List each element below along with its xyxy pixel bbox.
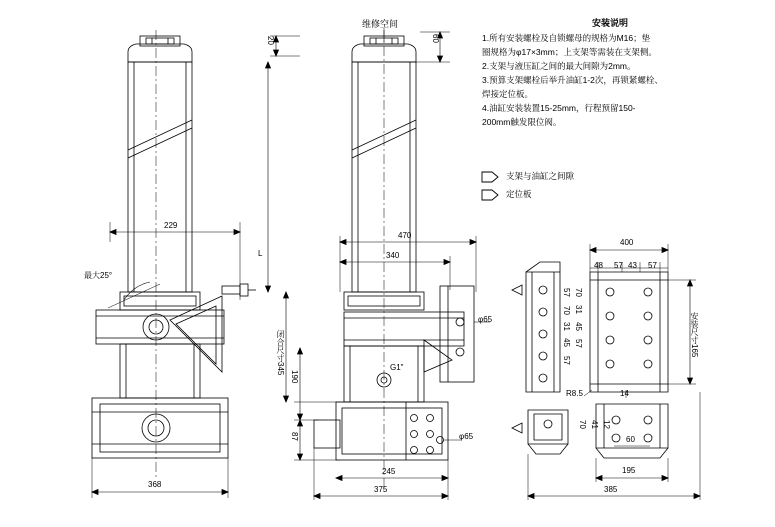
notes-title: 安装说明 bbox=[592, 18, 629, 28]
dim-right-400: 400 bbox=[620, 238, 634, 247]
dim-right-45b: 45 bbox=[562, 338, 571, 347]
dim-left-368: 368 bbox=[148, 480, 162, 489]
note-line-1: 1.所有安装螺栓及自锁螺母的规格为M16；垫 bbox=[482, 33, 651, 43]
dim-center-L: L bbox=[258, 249, 263, 258]
dim-left-max-angle: 最大25° bbox=[84, 271, 113, 280]
dim-right-57d: 57 bbox=[562, 288, 571, 297]
dim-right-48: 48 bbox=[594, 261, 603, 270]
dim-right-60: 60 bbox=[626, 435, 635, 444]
note-line-7: 200mm触发限位阀。 bbox=[482, 117, 562, 127]
dim-center-20: 20 bbox=[266, 36, 275, 45]
dim-right-57a: 57 bbox=[614, 261, 623, 270]
note-line-2: 圈规格为φ17×3mm；上支架等需装在支架侧。 bbox=[482, 47, 657, 57]
label-maintenance-space: 维修空间 bbox=[362, 19, 399, 29]
legend-arrow-icons bbox=[482, 172, 498, 200]
dim-right-385: 385 bbox=[604, 485, 618, 494]
dim-right-43: 43 bbox=[628, 261, 637, 270]
dim-center-phi65-lower: φ65 bbox=[459, 432, 474, 441]
dim-right-70: 70 bbox=[574, 288, 583, 297]
legend-item-plate: 定位板 bbox=[506, 189, 532, 199]
dim-right-70b: 70 bbox=[562, 306, 571, 315]
dim-right-31b: 31 bbox=[562, 322, 571, 331]
dim-center-phi65-upper: φ65 bbox=[478, 315, 493, 324]
note-line-5: 焊接定位板。 bbox=[482, 89, 534, 99]
legend-item-gap: 支架与油缸之间隙 bbox=[506, 171, 575, 181]
dim-right-57e: 57 bbox=[562, 356, 571, 365]
dim-right-45: 45 bbox=[574, 322, 583, 331]
dim-right-57b: 57 bbox=[648, 261, 657, 270]
dim-center-closed-345: 闭合尺寸345 bbox=[276, 330, 285, 376]
note-line-3: 2.支架与液压缸之间的最大间隙为2mm。 bbox=[482, 61, 636, 71]
dim-center-190: 190 bbox=[290, 370, 299, 384]
dim-center-87: 87 bbox=[290, 432, 299, 441]
dim-right-195: 195 bbox=[622, 466, 636, 475]
dim-left-229: 229 bbox=[164, 221, 178, 230]
dim-center-245: 245 bbox=[382, 467, 396, 476]
dim-right-12: 12 bbox=[602, 420, 611, 429]
dim-right-41: 41 bbox=[590, 420, 599, 429]
dim-center-340: 340 bbox=[386, 251, 400, 260]
dim-center-470: 470 bbox=[398, 231, 412, 240]
dim-right-31: 31 bbox=[574, 305, 583, 314]
dim-center-375: 375 bbox=[374, 485, 388, 494]
note-line-6: 4.油缸安装装置15-25mm，行程预留150- bbox=[482, 103, 636, 113]
dim-right-14: 14 bbox=[620, 389, 629, 398]
note-line-4: 3.预算支架螺栓后举升油缸1-2次，再锁紧螺栓、 bbox=[482, 75, 663, 85]
dim-right-mount-165: 安装尺寸165 bbox=[690, 312, 699, 358]
dim-right-r85: R8.5 bbox=[566, 389, 583, 398]
dim-center-60: 60 bbox=[431, 34, 440, 43]
dim-right-70c: 70 bbox=[578, 420, 587, 429]
dim-center-g1: G1" bbox=[390, 363, 404, 372]
dim-right-57c: 57 bbox=[574, 339, 583, 348]
